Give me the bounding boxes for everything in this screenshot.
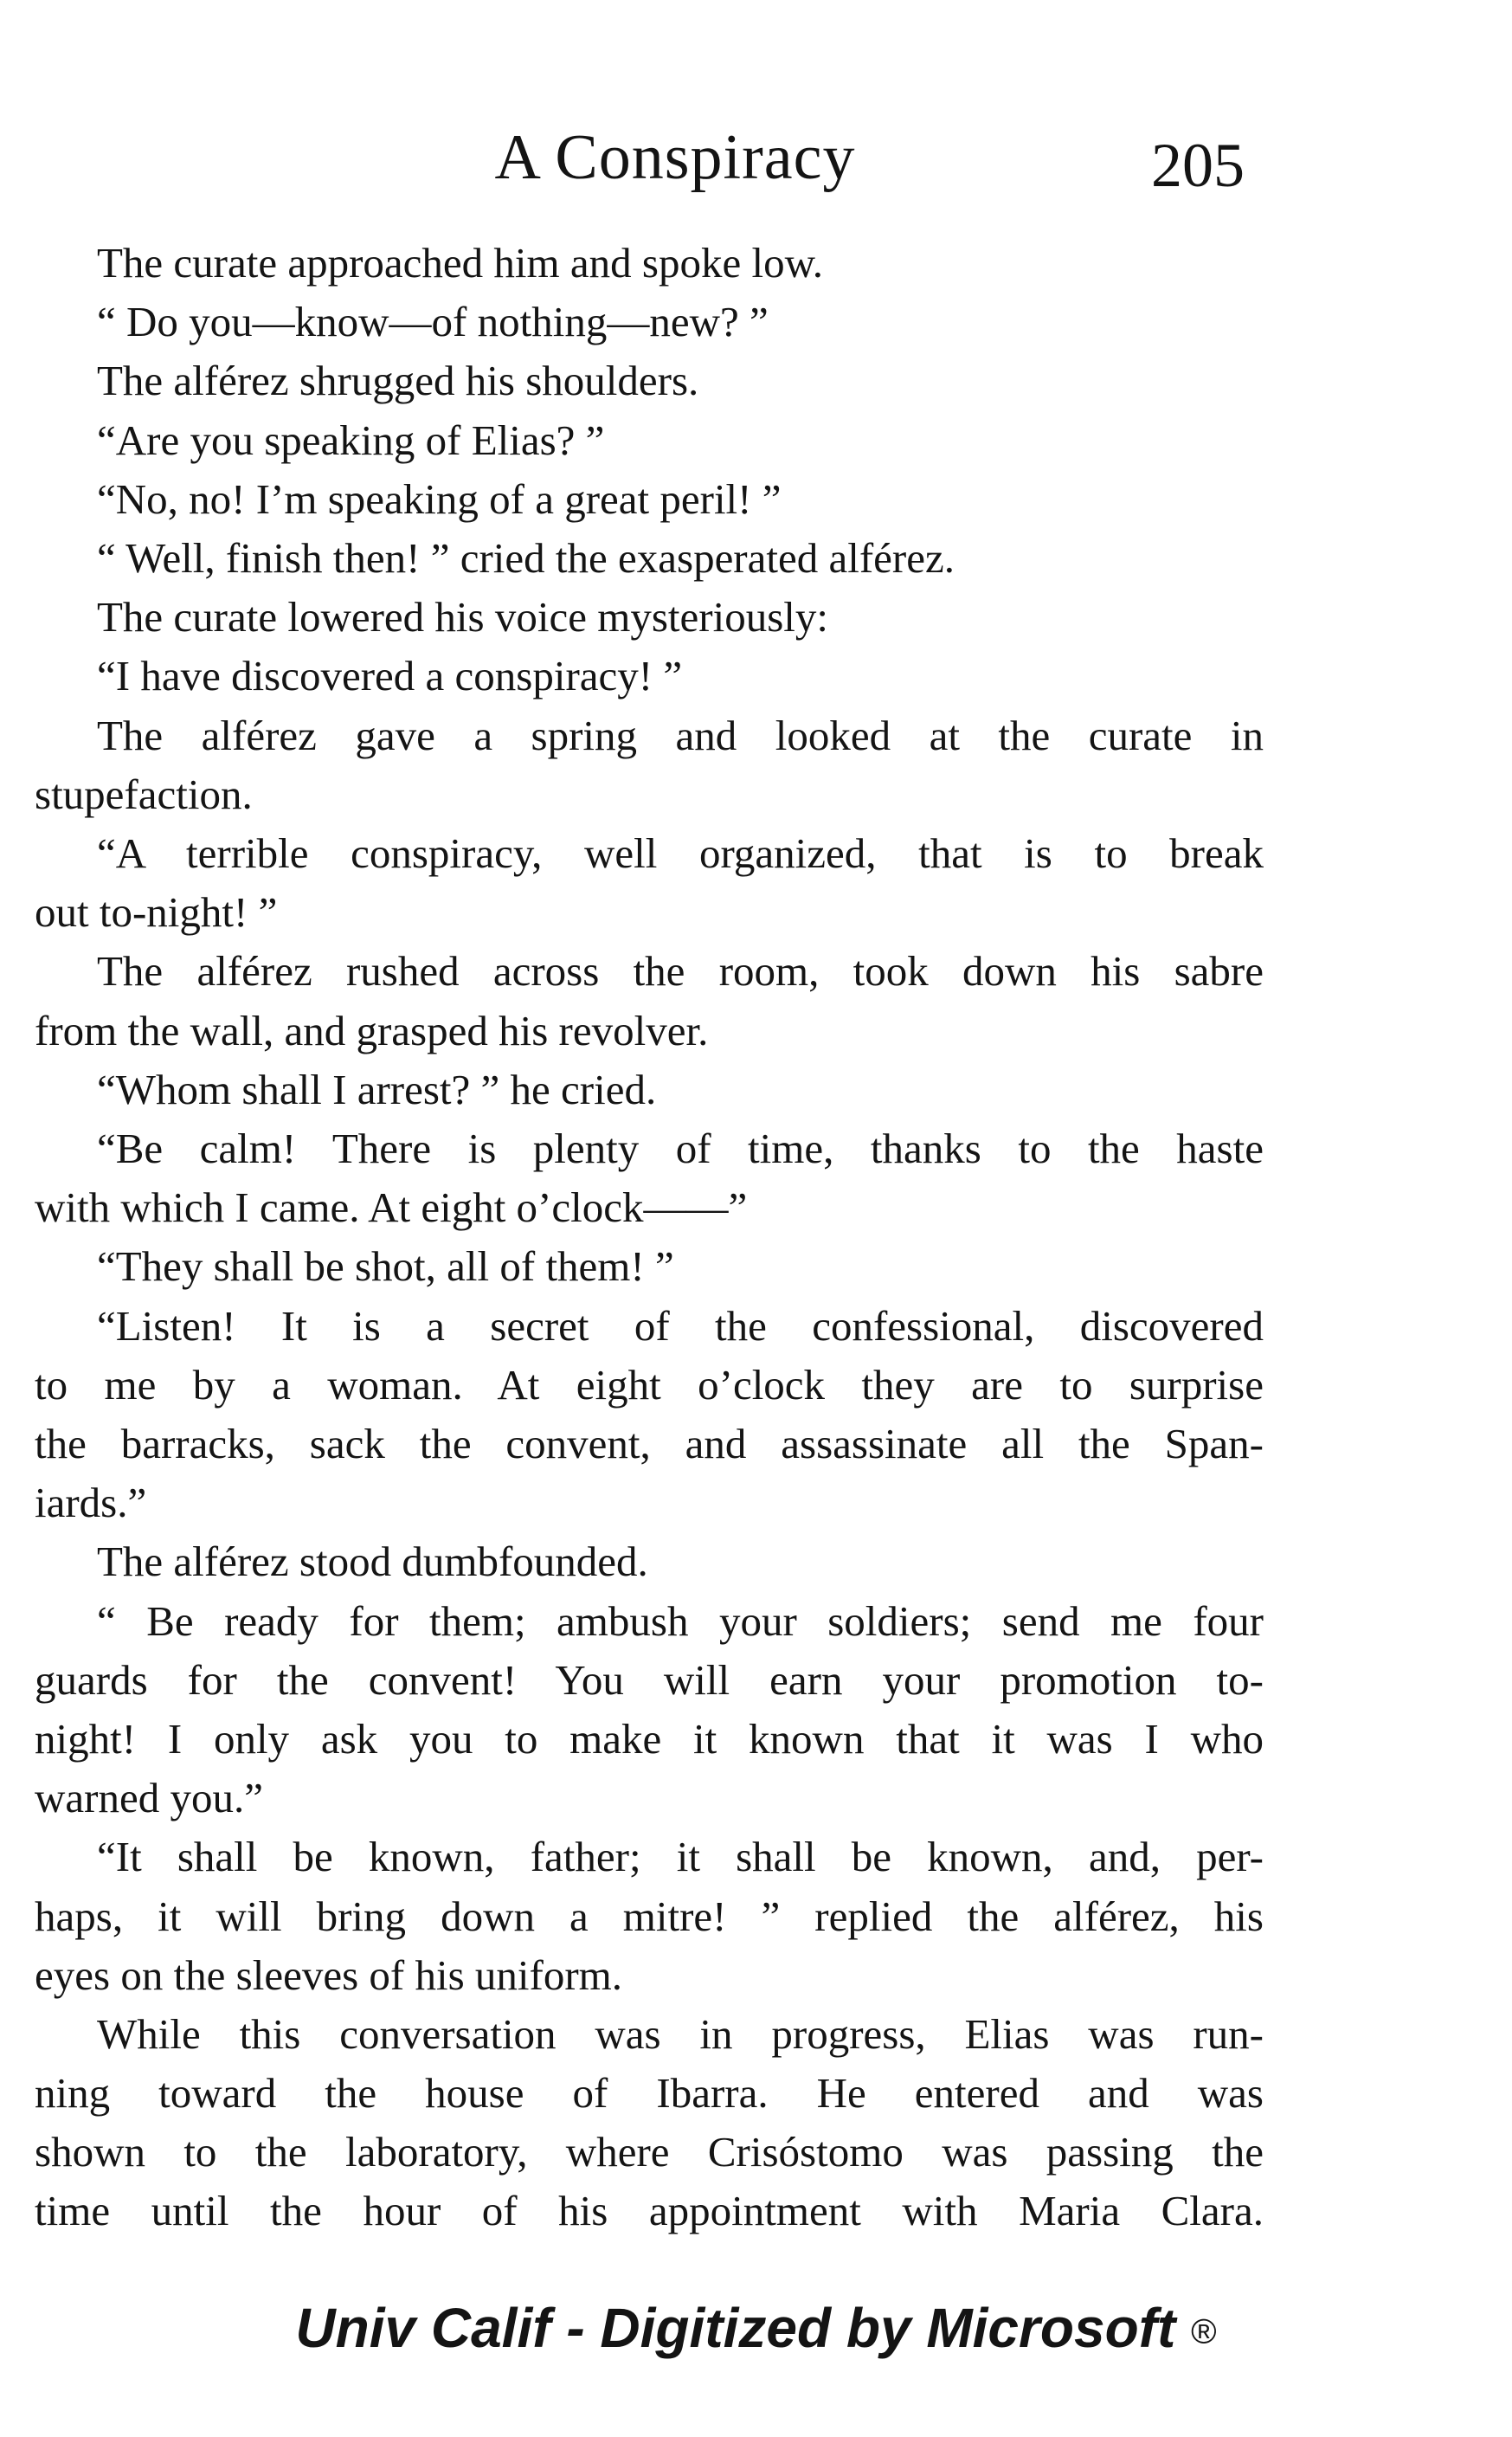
text-line: The alférez gave a spring and looked at the curate in (97, 711, 1264, 759)
text-line: eyes on the sleeves of his uniform. (35, 1950, 623, 1999)
text-line: The alférez rushed across the room, took down his sabre (97, 947, 1264, 996)
text-line: While this conversation was in progress, Elias was run- (97, 2009, 1264, 2058)
text-line: The alférez shrugged his shoulders. (97, 357, 699, 405)
text-line: time until the hour of his appointment with Maria Clara. (35, 2187, 1264, 2235)
body-text (35, 234, 1264, 2241)
text-line: ning toward the house of Ibarra. He entered and was (35, 2069, 1264, 2118)
text-line: The alférez stood dumbfounded. (97, 1538, 648, 1586)
text-line: shown to the laboratory, where Crisóstomo was passing the (35, 2128, 1264, 2176)
text-line: with which I came. At eight o’clock——” (35, 1183, 748, 1232)
text-line: stupefaction. (35, 770, 253, 818)
text-line: from the wall, and grasped his revolver. (35, 1006, 709, 1054)
text-line: guards for the convent! You will earn your promotion to- (35, 1655, 1264, 1704)
text-line: night! I only ask you to make it known that it was I who (35, 1714, 1264, 1763)
text-line: the barracks, sack the convent, and assassinate all the Span- (35, 1419, 1264, 1467)
text-line: “Are you speaking of Elias? ” (97, 416, 605, 464)
text-line: to me by a woman. At eight o’clock they are to surprise (35, 1360, 1264, 1409)
text-line: iards.” (35, 1479, 147, 1527)
text-line: out to-night! ” (35, 888, 278, 937)
text-line: “ Be ready for them; ambush your soldiers; send me four (97, 1596, 1264, 1645)
text-line: “Listen! It is a secret of the confessional, discovered (97, 1301, 1264, 1350)
text-line: “ Well, finish then! ” cried the exasperated alférez. (97, 534, 955, 583)
text-line: “No, no! I’m speaking of a great peril! ” (97, 474, 782, 523)
running-title: A Conspiracy (494, 122, 856, 193)
text-line: warned you.” (35, 1774, 263, 1822)
text-line: “Whom shall I arrest? ” he cried. (97, 1065, 657, 1113)
digitization-watermark (0, 2296, 1512, 2360)
text-line: “ Do you—know—of nothing—new? ” (97, 298, 769, 346)
text-line: “It shall be known, father; it shall be known, and, per- (97, 1833, 1264, 1881)
page-number: 205 (1151, 131, 1245, 200)
text-line: “A terrible conspiracy, well organized, that is to break (97, 829, 1264, 878)
watermark-text: Univ Calif - Digitized by Microsoft (295, 2297, 1176, 2359)
text-line: haps, it will bring down a mitre! ” replied the alférez, his (35, 1892, 1264, 1940)
text-line: The curate lowered his voice mysteriously: (97, 593, 828, 641)
text-line: “Be calm! There is plenty of time, thanks to the haste (97, 1125, 1264, 1172)
text-line: “They shall be shot, all of them! ” (97, 1242, 674, 1291)
watermark-mark-icon: ® (1191, 2312, 1217, 2351)
text-line: “I have discovered a conspiracy! ” (97, 652, 683, 700)
text-line: The curate approached him and spoke low. (97, 239, 824, 287)
